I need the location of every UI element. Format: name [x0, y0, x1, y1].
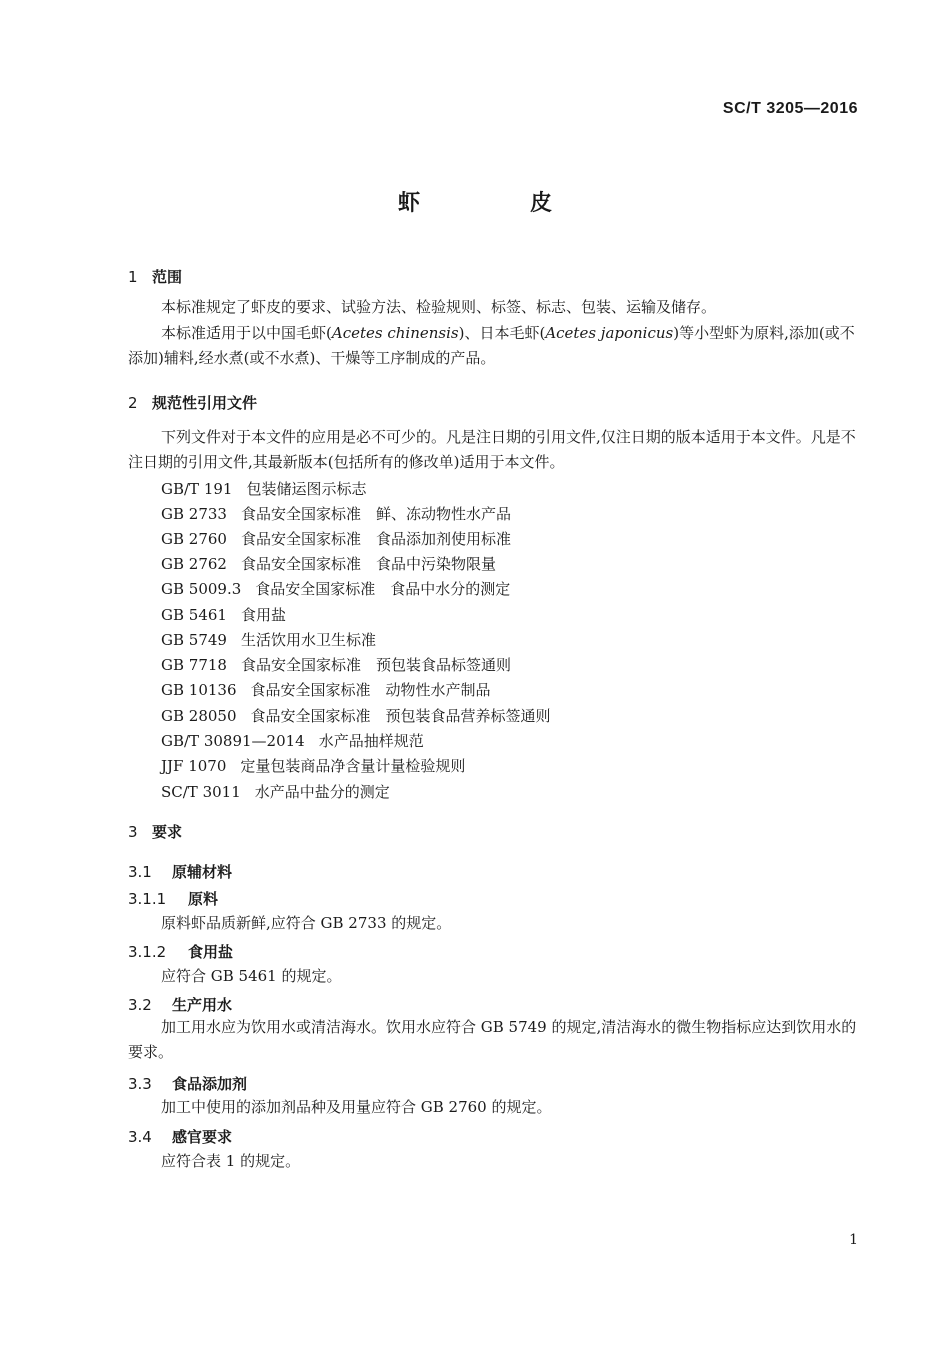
section-title: 食品添加剂	[172, 1075, 248, 1093]
subsection-3-2-text: 加工用水应为饮用水或清洁海水。饮用水应符合 GB 5749 的规定,清洁海水的微生物指标应达到饮用水的要求。	[128, 1018, 857, 1061]
section-3-heading	[128, 821, 182, 842]
section-number: 3	[128, 823, 138, 841]
latin-name: Acetes chinensis	[331, 324, 459, 342]
section-number: 3.1.2	[128, 943, 167, 961]
normative-reference: GB 5009.3 食品安全国家标准 食品中水分的测定	[161, 580, 511, 598]
section-number: 3.3	[128, 1075, 152, 1093]
section-title: 食用盐	[188, 943, 234, 961]
subsection-3-3-text: 加工中使用的添加剂品种及用量应符合 GB 2760 的规定。	[161, 1098, 552, 1116]
section-1-heading	[128, 266, 182, 287]
section-1-paragraph-2: 本标准适用于以中国毛虾(Acetes chinensis)、日本毛虾(Acetes japonicus)等小型虾为原料,添加(或不添加)辅料,经水煮(或不水煮)、干燥等工序制成的产品。	[128, 324, 855, 367]
section-number: 3.2	[128, 996, 152, 1014]
subsection-3-2-heading	[128, 994, 232, 1015]
normative-reference: GB 2762 食品安全国家标准 食品中污染物限量	[161, 555, 496, 573]
document-code: SC/T 3205—2016	[722, 100, 858, 117]
normative-reference: GB/T 30891—2014 水产品抽样规范	[161, 732, 424, 750]
section-number: 1	[128, 268, 138, 286]
section-title: 原辅材料	[172, 863, 233, 881]
normative-reference: GB 5461 食用盐	[161, 606, 286, 624]
section-2-intro: 下列文件对于本文件的应用是必不可少的。凡是注日期的引用文件,仅注日期的版本适用于本文件。凡是不注日期的引用文件,其最新版本(包括所有的修改单)适用于本文件。	[128, 428, 856, 471]
section-title: 范围	[152, 268, 183, 286]
section-title: 要求	[152, 823, 183, 841]
subsection-3-1-1-text: 原料虾品质新鲜,应符合 GB 2733 的规定。	[161, 914, 452, 932]
section-2-heading	[128, 392, 257, 413]
section-title: 生产用水	[172, 996, 233, 1014]
subsection-3-1-heading	[128, 861, 232, 882]
normative-reference: GB 28050 食品安全国家标准 预包装食品营养标签通则	[161, 707, 551, 725]
subsection-3-4-heading	[128, 1126, 232, 1147]
page-number: 1	[849, 1232, 858, 1248]
subsection-3-3-heading	[128, 1073, 247, 1094]
normative-reference: GB 2760 食品安全国家标准 食品添加剂使用标准	[161, 530, 511, 548]
normative-reference: JJF 1070 定量包装商品净含量计量检验规则	[161, 757, 466, 775]
section-1-paragraph-1: 本标准规定了虾皮的要求、试验方法、检验规则、标签、标志、包装、运输及储存。	[161, 298, 717, 316]
normative-reference: SC/T 3011 水产品中盐分的测定	[161, 783, 390, 801]
normative-reference: GB 7718 食品安全国家标准 预包装食品标签通则	[161, 656, 511, 674]
subsection-3-1-1-heading	[128, 888, 218, 909]
section-number: 2	[128, 394, 138, 412]
section-number: 3.1	[128, 863, 152, 881]
normative-reference: GB 2733 食品安全国家标准 鲜、冻动物性水产品	[161, 505, 511, 523]
normative-reference: GB 10136 食品安全国家标准 动物性水产制品	[161, 681, 491, 699]
normative-reference: GB 5749 生活饮用水卫生标准	[161, 631, 376, 649]
section-number: 3.1.1	[128, 890, 167, 908]
subsection-3-4-text: 应符合表 1 的规定。	[161, 1152, 301, 1170]
subsection-3-1-2-heading	[128, 941, 233, 962]
latin-name: Acetes japonicus	[545, 324, 674, 342]
section-title: 原料	[188, 890, 219, 908]
section-title: 感官要求	[172, 1128, 233, 1146]
section-title: 规范性引用文件	[152, 394, 258, 412]
subsection-3-1-2-text: 应符合 GB 5461 的规定。	[161, 967, 342, 985]
normative-reference: GB/T 191 包装储运图示标志	[161, 480, 367, 498]
page-title: 虾 皮	[397, 191, 596, 216]
section-number: 3.4	[128, 1128, 152, 1146]
